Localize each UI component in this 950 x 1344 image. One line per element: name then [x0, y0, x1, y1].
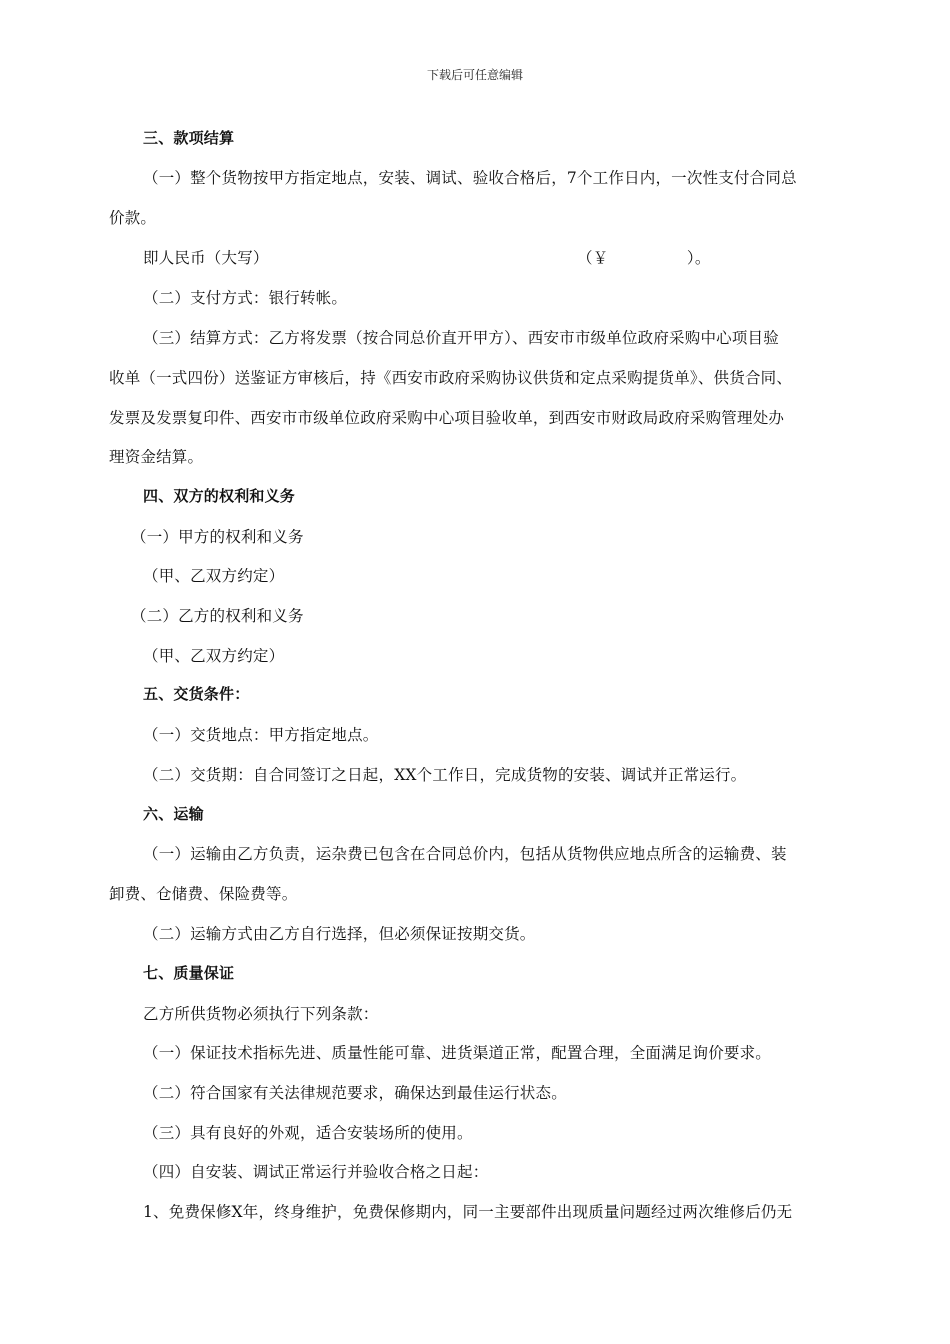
rmb-amount-figure: （￥ ）。	[577, 249, 711, 267]
paragraph-line: （甲、乙双方约定）	[143, 567, 285, 585]
paragraph-line: 价款。	[109, 209, 157, 227]
section-4-heading	[143, 485, 295, 506]
paragraph-line: （二）运输方式由乙方自行选择，但必须保证按期交货。	[143, 925, 536, 943]
paragraph-line: （三）结算方式：乙方将发票（按合同总价直开甲方）、西安市市级单位政府采购中心项目验	[143, 329, 779, 347]
paragraph-line: （二）符合国家有关法律规范要求，确保达到最佳运行状态。	[143, 1084, 567, 1102]
paragraph-line: （一）保证技术指标先进、质量性能可靠、进货渠道正常，配置合理，全面满足询价要求。	[143, 1044, 772, 1062]
paragraph-line: （四）自安装、调试正常运行并验收合格之日起：	[143, 1163, 489, 1181]
paragraph-line: 乙方所供货物必须执行下列条款：	[143, 1005, 379, 1023]
paragraph-line: （二）乙方的权利和义务	[131, 607, 304, 625]
paragraph-line: （一）甲方的权利和义务	[131, 528, 304, 546]
paragraph-line: （一）整个货物按甲方指定地点，安装、调试、验收合格后，7个工作日内，一次性支付合同总	[143, 169, 797, 187]
paragraph-line: （一）交货地点：甲方指定地点。	[143, 726, 379, 744]
section-6-heading: 六、运输	[143, 805, 204, 823]
rmb-amount-label: 即人民币（大写）	[143, 249, 269, 267]
section-3-heading: 三、款项结算	[143, 129, 235, 147]
page-header-note: 下载后可任意编辑	[426, 68, 523, 82]
paragraph-line: 1、免费保修X年，终身维护，免费保修期内，同一主要部件出现质量问题经过两次维修后仍无	[143, 1203, 793, 1221]
paragraph-line: （二）交货期：自合同签订之日起，XX个工作日，完成货物的安装、调试并正常运行。	[143, 766, 747, 784]
section-5-heading: 五、交货条件：	[143, 685, 250, 703]
paragraph-line: 理资金结算。	[109, 448, 204, 466]
section-7-heading: 七、质量保证	[143, 964, 235, 982]
paragraph-line: 卸费、仓储费、保险费等。	[109, 885, 298, 903]
paragraph-line: （甲、乙双方约定）	[143, 647, 285, 665]
section-4-heading-text: 四、双方的权利和义务	[143, 487, 296, 505]
paragraph-line: 发票及发票复印件、西安市市级单位政府采购中心项目验收单，到西安市财政局政府采购管理处办	[109, 409, 785, 427]
paragraph-line: （一）运输由乙方负责，运杂费已包含在合同总价内，包括从货物供应地点所含的运输费、装	[143, 845, 787, 863]
paragraph-line: （三）具有良好的外观，适合安装场所的使用。	[143, 1124, 473, 1142]
paragraph-line: （二）支付方式：银行转帐。	[143, 289, 348, 307]
paragraph-line: 收单（一式四份）送鉴证方审核后，持《西安市政府采购协议供货和定点采购提货单》、供货合同、	[109, 369, 793, 387]
